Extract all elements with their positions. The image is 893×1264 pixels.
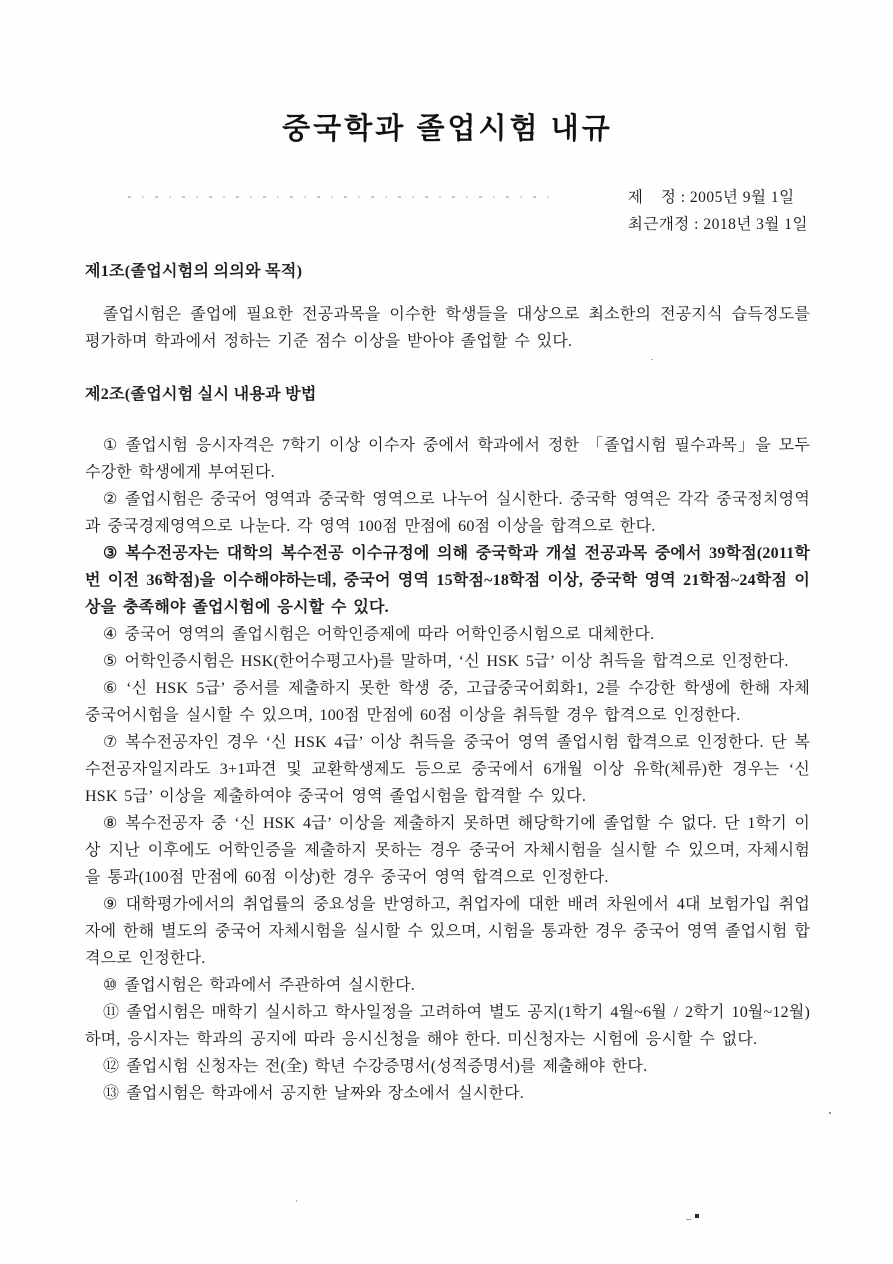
clause-text: 졸업시험 응시자격은 7학기 이상 이수자 중에서 학과에서 정한 「졸업시험 필수과목」을 모두 수강한 학생에게 부여된다. [85,437,810,481]
clause-marker: ⑩ [103,977,118,994]
clause-marker: ③ [103,545,119,562]
clause-text: 복수전공자는 대학의 복수전공 이수규정에 의해 중국학과 개설 전공과목 중에서 39학점(2011학번 이전 36학점)을 이수해야하는데, 중국어 영역 15학점~18학점 이상, 중국학 영역 21학점~24학점 이상을 충족해야 졸업시험에 응시할 수 있다. [85,545,810,616]
clause-item-13 [85,1080,810,1107]
enacted-date-line: 제 정 : 2005년 9월 1일 [627,189,795,206]
clause-text: 졸업시험은 중국어 영역과 중국학 영역으로 나누어 실시한다. 중국학 영역은 각각 중국정치영역과 중국경제영역으로 나눈다. 각 영역 100점 만점에 60점 이상을 합격으로 한다. [85,491,810,535]
clause-text: 복수전공자 중 ‘신 HSK 4급’ 이상을 제출하지 못하면 해당학기에 졸업할 수 없다. 단 1학기 이상 지난 이후에도 어학인증을 제출하지 못하는 경우 중국어 자체시험을 실시할 수 있으며, 자체시험을 통과(100점 만점에 60점 이상)한 경우 중국어 영역 합격으로 인정한다. [85,815,810,886]
clause-marker: ⑫ [103,1058,120,1075]
clause-text: 중국어 영역의 졸업시험은 어학인증제에 따라 어학인증시험으로 대체한다. [124,626,655,643]
clause-marker: ① [103,437,119,454]
clause-item-11 [85,999,810,1053]
scan-speck [296,1200,297,1202]
clause-text: ‘신 HSK 5급’ 증서를 제출하지 못한 학생 중, 고급중국어회화1, 2를 수강한 학생에 한해 자체 중국어시험을 실시할 수 있으며, 100점 만점에 60점 이상을 취득할 경우 합격으로 인정한다. [85,680,810,724]
revision-meta [628,184,808,238]
clause-item-6 [85,675,810,729]
clause-text: 졸업시험은 학과에서 공지한 날짜와 장소에서 실시한다. [126,1085,524,1102]
clause-item-12 [85,1053,810,1080]
clause-marker: ② [103,491,118,508]
clause-item-5 [85,648,810,675]
scan-speck [695,1214,699,1218]
clause-text: 졸업시험은 학과에서 주관하여 실시한다. [124,977,415,994]
article-1-paragraph: 졸업시험은 졸업에 필요한 전공과목을 이수한 학생들을 대상으로 최소한의 전공지식 습득정도를 평가하며 학과에서 정하는 기준 점수 이상을 받아야 졸업할 수 있다. [85,306,810,350]
article-2-heading: 제2조(졸업시험 실시 내용과 방법 [85,386,317,403]
clause-marker: ⑪ [103,1004,120,1021]
clause-marker: ⑤ [103,653,118,670]
clause-text: 졸업시험 신청자는 전(全) 학년 수강증명서(성적증명서)를 제출해야 한다. [126,1058,648,1075]
clause-item-1 [85,432,810,486]
article-1-heading: 제1조(졸업시험의 의의와 목적) [85,263,303,280]
clause-marker: ⑧ [103,815,119,832]
clause-marker: ⑬ [103,1085,120,1102]
clause-text: 대학평가에서의 취업률의 중요성을 반영하고, 취업자에 대한 배려 차원에서 4대 보험가입 취업자에 한해 별도의 중국어 자체시험을 실시할 수 있으며, 시험을 통과한 경우 중국어 영역 졸업시험 합격으로 인정한다. [85,896,810,967]
clause-text: 어학인증시험은 HSK(한어수평고사)를 말하며, ‘신 HSK 5급’ 이상 취득을 합격으로 인정한다. [124,653,789,670]
clause-item-4 [85,621,810,648]
clause-item-10 [85,972,810,999]
clause-text: 복수전공자인 경우 ‘신 HSK 4급’ 이상 취득을 중국어 영역 졸업시험 합격으로 인정한다. 단 복수전공자일지라도 3+1파견 및 교환학생제도 등으로 중국에서 6개월 이상 유학(체류)한 경우는 ‘신 HSK 5급’ 이상을 제출하여야 중국어 영역 졸업시험을 합격할 수 있다. [85,734,810,805]
clause-marker: ④ [103,626,118,643]
clause-item-3 [85,540,810,621]
clause-marker: ⑨ [103,896,119,913]
clause-item-7 [85,729,810,810]
scan-artifact-dotted-line [128,196,556,198]
clause-item-8 [85,810,810,891]
scan-speck [686,1219,691,1220]
clause-text: 졸업시험은 매학기 실시하고 학사일정을 고려하여 별도 공지(1학기 4월~6월 / 2학기 10월~12월)하며, 응시자는 학과의 공지에 따라 응시신청을 해야 한다. 미신청자는 시험에 응시할 수 없다. [85,1004,810,1048]
clause-item-9 [85,891,810,972]
scan-speck [829,1112,831,1114]
clause-marker: ⑦ [103,734,119,751]
scan-speck [651,359,653,360]
document-title: 중국학과 졸업시험 내규 [282,113,613,145]
clause-item-2 [85,486,810,540]
article-2-clause-list [85,432,810,1107]
clause-marker: ⑥ [103,680,120,697]
revised-date-line: 최근개정 : 2018년 3월 1일 [627,216,808,233]
